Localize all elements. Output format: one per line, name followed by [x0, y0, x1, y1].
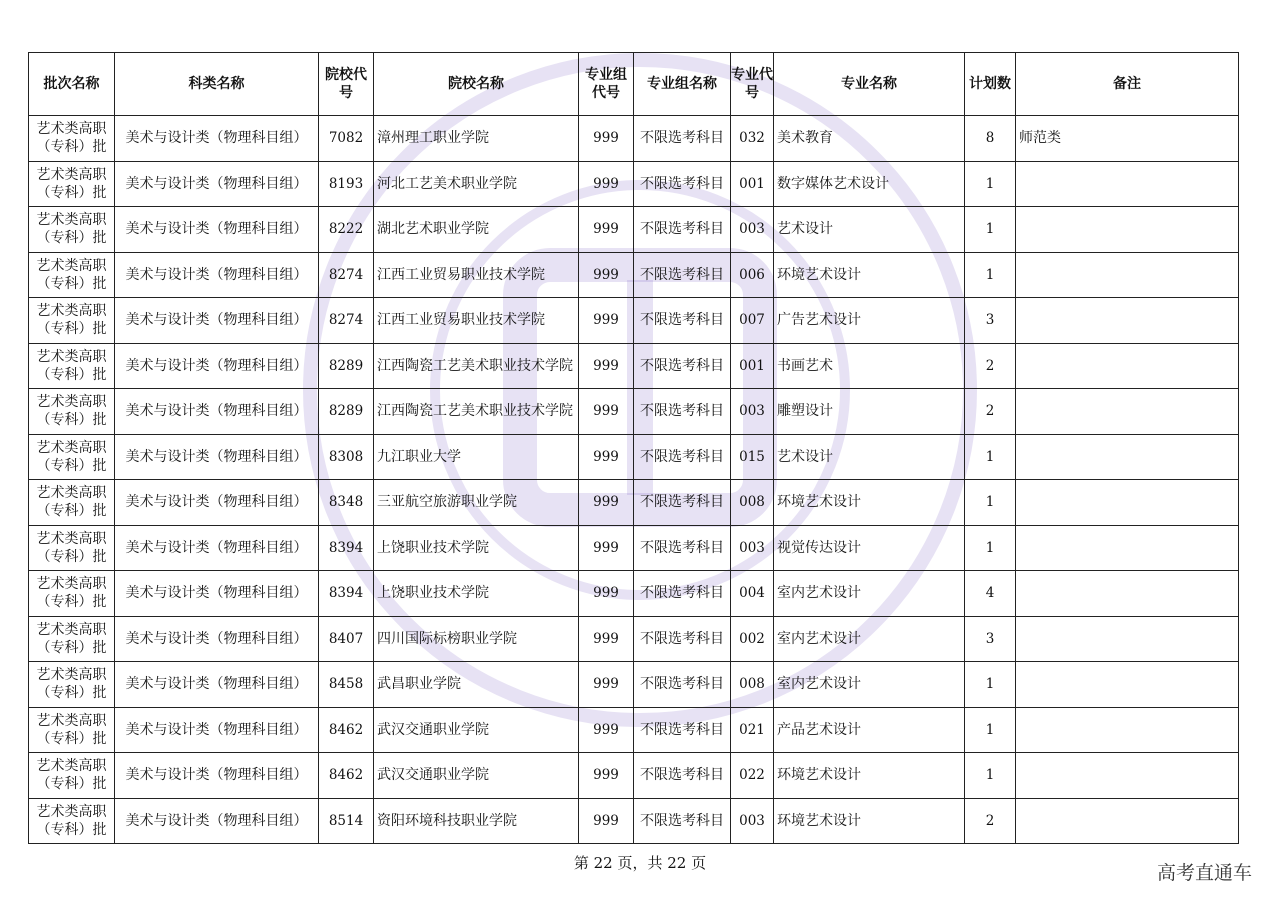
plan-cell: 1 [965, 480, 1016, 526]
school-code-cell: 7082 [319, 116, 374, 162]
school-name-cell: 上饶职业技术学院 [374, 525, 579, 571]
major-code-cell: 008 [731, 662, 774, 708]
plan-cell: 3 [965, 616, 1016, 662]
note-cell [1016, 480, 1239, 526]
major-name-cell: 室内艺术设计 [774, 662, 965, 708]
major-name-cell: 视觉传达设计 [774, 525, 965, 571]
school-code-cell: 8514 [319, 798, 374, 844]
major-code-cell: 006 [731, 252, 774, 298]
group-name-cell: 不限选考科目 [634, 207, 731, 253]
plan-cell: 1 [965, 207, 1016, 253]
category-cell: 美术与设计类（物理科目组） [115, 434, 319, 480]
batch-cell: 艺术类高职（专科）批 [29, 616, 115, 662]
school-name-cell: 武汉交通职业学院 [374, 753, 579, 799]
header-school-code: 院校代号 [319, 53, 374, 116]
batch-cell: 艺术类高职（专科）批 [29, 662, 115, 708]
group-code-cell: 999 [579, 161, 634, 207]
group-code-cell: 999 [579, 207, 634, 253]
table-row [29, 389, 1239, 435]
plan-cell: 1 [965, 525, 1016, 571]
header-plan: 计划数 [965, 53, 1016, 116]
school-name-cell: 九江职业大学 [374, 434, 579, 480]
group-name-cell: 不限选考科目 [634, 434, 731, 480]
plan-cell: 1 [965, 161, 1016, 207]
category-cell: 美术与设计类（物理科目组） [115, 662, 319, 708]
note-cell [1016, 662, 1239, 708]
note-cell [1016, 252, 1239, 298]
note-cell [1016, 207, 1239, 253]
plan-cell: 2 [965, 389, 1016, 435]
group-name-cell: 不限选考科目 [634, 662, 731, 708]
major-name-cell: 书画艺术 [774, 343, 965, 389]
major-code-cell: 001 [731, 343, 774, 389]
school-code-cell: 8348 [319, 480, 374, 526]
school-code-cell: 8407 [319, 616, 374, 662]
major-name-cell: 数字媒体艺术设计 [774, 161, 965, 207]
school-name-cell: 江西陶瓷工艺美术职业技术学院 [374, 389, 579, 435]
group-name-cell: 不限选考科目 [634, 343, 731, 389]
category-cell: 美术与设计类（物理科目组） [115, 616, 319, 662]
table-row [29, 571, 1239, 617]
page-number: 第 22 页，共 22 页 [573, 854, 707, 872]
group-name-cell: 不限选考科目 [634, 389, 731, 435]
category-cell: 美术与设计类（物理科目组） [115, 571, 319, 617]
group-code-cell: 999 [579, 525, 634, 571]
school-name-cell: 资阳环境科技职业学院 [374, 798, 579, 844]
school-code-cell: 8462 [319, 753, 374, 799]
group-code-cell: 999 [579, 571, 634, 617]
category-cell: 美术与设计类（物理科目组） [115, 798, 319, 844]
note-cell [1016, 616, 1239, 662]
category-cell: 美术与设计类（物理科目组） [115, 480, 319, 526]
note-cell [1016, 161, 1239, 207]
category-cell: 美术与设计类（物理科目组） [115, 389, 319, 435]
plan-cell: 8 [965, 116, 1016, 162]
category-cell: 美术与设计类（物理科目组） [115, 525, 319, 571]
plan-cell: 1 [965, 252, 1016, 298]
header-school-name: 院校名称 [374, 53, 579, 116]
major-name-cell: 室内艺术设计 [774, 616, 965, 662]
group-name-cell: 不限选考科目 [634, 252, 731, 298]
school-name-cell: 上饶职业技术学院 [374, 571, 579, 617]
plan-cell: 3 [965, 298, 1016, 344]
major-code-cell: 003 [731, 798, 774, 844]
major-code-cell: 001 [731, 161, 774, 207]
category-cell: 美术与设计类（物理科目组） [115, 707, 319, 753]
admission-plan-table [28, 52, 1239, 844]
group-name-cell: 不限选考科目 [634, 616, 731, 662]
major-code-cell: 022 [731, 753, 774, 799]
school-name-cell: 江西陶瓷工艺美术职业技术学院 [374, 343, 579, 389]
batch-cell: 艺术类高职（专科）批 [29, 389, 115, 435]
table-row [29, 753, 1239, 799]
header-major-code: 专业代号 [731, 53, 774, 116]
major-code-cell: 021 [731, 707, 774, 753]
header-group-code: 专业组代号 [579, 53, 634, 116]
batch-cell: 艺术类高职（专科）批 [29, 753, 115, 799]
note-cell [1016, 389, 1239, 435]
group-name-cell: 不限选考科目 [634, 571, 731, 617]
school-code-cell: 8394 [319, 571, 374, 617]
major-name-cell: 美术教育 [774, 116, 965, 162]
school-name-cell: 武昌职业学院 [374, 662, 579, 708]
category-cell: 美术与设计类（物理科目组） [115, 343, 319, 389]
batch-cell: 艺术类高职（专科）批 [29, 116, 115, 162]
group-code-cell: 999 [579, 753, 634, 799]
note-cell [1016, 753, 1239, 799]
major-name-cell: 环境艺术设计 [774, 798, 965, 844]
table-row [29, 434, 1239, 480]
group-name-cell: 不限选考科目 [634, 480, 731, 526]
group-name-cell: 不限选考科目 [634, 707, 731, 753]
major-code-cell: 002 [731, 616, 774, 662]
table-row [29, 298, 1239, 344]
batch-cell: 艺术类高职（专科）批 [29, 571, 115, 617]
school-code-cell: 8308 [319, 434, 374, 480]
header-batch: 批次名称 [29, 53, 115, 116]
plan-cell: 2 [965, 798, 1016, 844]
table-row [29, 252, 1239, 298]
category-cell: 美术与设计类（物理科目组） [115, 252, 319, 298]
group-name-cell: 不限选考科目 [634, 116, 731, 162]
major-name-cell: 艺术设计 [774, 207, 965, 253]
school-name-cell: 四川国际标榜职业学院 [374, 616, 579, 662]
school-name-cell: 河北工艺美术职业学院 [374, 161, 579, 207]
major-code-cell: 003 [731, 525, 774, 571]
major-name-cell: 环境艺术设计 [774, 753, 965, 799]
group-name-cell: 不限选考科目 [634, 798, 731, 844]
note-cell [1016, 298, 1239, 344]
group-code-cell: 999 [579, 798, 634, 844]
school-name-cell: 江西工业贸易职业技术学院 [374, 298, 579, 344]
group-code-cell: 999 [579, 343, 634, 389]
batch-cell: 艺术类高职（专科）批 [29, 207, 115, 253]
major-name-cell: 室内艺术设计 [774, 571, 965, 617]
group-code-cell: 999 [579, 480, 634, 526]
table-row [29, 662, 1239, 708]
batch-cell: 艺术类高职（专科）批 [29, 434, 115, 480]
group-code-cell: 999 [579, 662, 634, 708]
note-cell [1016, 707, 1239, 753]
plan-cell: 4 [965, 571, 1016, 617]
table-row [29, 616, 1239, 662]
group-code-cell: 999 [579, 389, 634, 435]
group-code-cell: 999 [579, 616, 634, 662]
major-code-cell: 007 [731, 298, 774, 344]
group-code-cell: 999 [579, 298, 634, 344]
school-code-cell: 8462 [319, 707, 374, 753]
group-code-cell: 999 [579, 252, 634, 298]
major-name-cell: 广告艺术设计 [774, 298, 965, 344]
batch-cell: 艺术类高职（专科）批 [29, 252, 115, 298]
major-name-cell: 产品艺术设计 [774, 707, 965, 753]
school-code-cell: 8458 [319, 662, 374, 708]
major-code-cell: 003 [731, 207, 774, 253]
table-row [29, 798, 1239, 844]
school-name-cell: 三亚航空旅游职业学院 [374, 480, 579, 526]
school-code-cell: 8274 [319, 252, 374, 298]
major-code-cell: 003 [731, 389, 774, 435]
school-code-cell: 8289 [319, 343, 374, 389]
school-code-cell: 8222 [319, 207, 374, 253]
note-cell [1016, 343, 1239, 389]
batch-cell: 艺术类高职（专科）批 [29, 480, 115, 526]
category-cell: 美术与设计类（物理科目组） [115, 116, 319, 162]
category-cell: 美术与设计类（物理科目组） [115, 753, 319, 799]
school-code-cell: 8193 [319, 161, 374, 207]
major-name-cell: 环境艺术设计 [774, 252, 965, 298]
major-code-cell: 008 [731, 480, 774, 526]
batch-cell: 艺术类高职（专科）批 [29, 707, 115, 753]
group-name-cell: 不限选考科目 [634, 525, 731, 571]
header-major-name: 专业名称 [774, 53, 965, 116]
plan-cell: 1 [965, 434, 1016, 480]
school-name-cell: 江西工业贸易职业技术学院 [374, 252, 579, 298]
table-row [29, 161, 1239, 207]
table-row [29, 116, 1239, 162]
school-name-cell: 湖北艺术职业学院 [374, 207, 579, 253]
plan-cell: 2 [965, 343, 1016, 389]
group-code-cell: 999 [579, 116, 634, 162]
table-row [29, 343, 1239, 389]
major-name-cell: 艺术设计 [774, 434, 965, 480]
school-code-cell: 8394 [319, 525, 374, 571]
school-name-cell: 漳州理工职业学院 [374, 116, 579, 162]
header-category: 科类名称 [115, 53, 319, 116]
school-name-cell: 武汉交通职业学院 [374, 707, 579, 753]
major-name-cell: 雕塑设计 [774, 389, 965, 435]
category-cell: 美术与设计类（物理科目组） [115, 207, 319, 253]
header-group-name: 专业组名称 [634, 53, 731, 116]
header-note: 备注 [1016, 53, 1239, 116]
table-row [29, 480, 1239, 526]
category-cell: 美术与设计类（物理科目组） [115, 161, 319, 207]
brand-watermark-text: 高考直通车 [1156, 862, 1252, 884]
table-header-row [29, 53, 1239, 116]
group-code-cell: 999 [579, 707, 634, 753]
batch-cell: 艺术类高职（专科）批 [29, 298, 115, 344]
major-code-cell: 015 [731, 434, 774, 480]
batch-cell: 艺术类高职（专科）批 [29, 161, 115, 207]
major-code-cell: 004 [731, 571, 774, 617]
note-cell: 师范类 [1016, 116, 1239, 162]
admission-plan-table-container [28, 52, 1239, 844]
note-cell [1016, 525, 1239, 571]
batch-cell: 艺术类高职（专科）批 [29, 525, 115, 571]
major-name-cell: 环境艺术设计 [774, 480, 965, 526]
plan-cell: 1 [965, 753, 1016, 799]
plan-cell: 1 [965, 662, 1016, 708]
school-code-cell: 8289 [319, 389, 374, 435]
school-code-cell: 8274 [319, 298, 374, 344]
batch-cell: 艺术类高职（专科）批 [29, 798, 115, 844]
major-code-cell: 032 [731, 116, 774, 162]
note-cell [1016, 571, 1239, 617]
note-cell [1016, 798, 1239, 844]
group-name-cell: 不限选考科目 [634, 753, 731, 799]
group-code-cell: 999 [579, 434, 634, 480]
table-row [29, 207, 1239, 253]
group-name-cell: 不限选考科目 [634, 161, 731, 207]
group-name-cell: 不限选考科目 [634, 298, 731, 344]
note-cell [1016, 434, 1239, 480]
table-row [29, 525, 1239, 571]
table-row [29, 707, 1239, 753]
category-cell: 美术与设计类（物理科目组） [115, 298, 319, 344]
plan-cell: 1 [965, 707, 1016, 753]
table-body [29, 116, 1239, 844]
batch-cell: 艺术类高职（专科）批 [29, 343, 115, 389]
